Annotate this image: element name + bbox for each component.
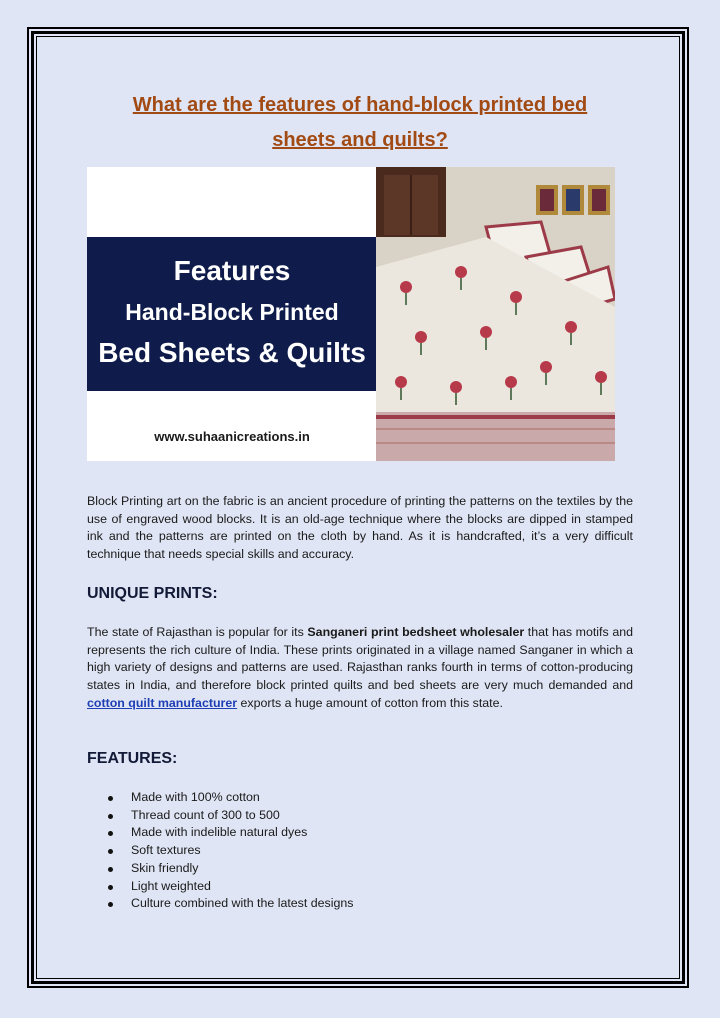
list-item xyxy=(108,842,353,860)
title-line-2: sheets and quilts? xyxy=(272,129,448,151)
bullet-icon xyxy=(108,796,113,801)
sanganeri-keyword: Sanganeri print bedsheet wholesaler xyxy=(307,625,525,639)
hero-line-2: Hand-Block Printed xyxy=(125,299,339,325)
bullet-icon xyxy=(108,831,113,836)
list-item-text: Made with 100% cotton xyxy=(131,790,260,804)
features-list xyxy=(108,789,353,913)
hero-line-1: Features xyxy=(173,255,291,286)
cotton-quilt-link[interactable]: cotton quilt manufacturer xyxy=(87,695,238,710)
list-item-text: Made with indelible natural dyes xyxy=(131,825,308,840)
unique-prints-paragraph xyxy=(87,624,633,713)
paragraph-text-2: that has motifs and represents the rich culture of India. These prints originated in a village named Sanganer in which a high variety of designs and patterns are used. Rajasthan ranks fourth in terms of cotton-producing states in India, and therefore block printed quilts and bed sheets are very much demanded and xyxy=(87,625,633,693)
hero-banner xyxy=(87,237,377,391)
list-item xyxy=(108,878,353,896)
list-item xyxy=(108,789,353,807)
hero-image xyxy=(87,167,615,461)
bullet-icon xyxy=(108,885,113,890)
list-item-text: Thread count of 300 to 500 xyxy=(131,807,280,822)
paragraph-text-1: The state of Rajasthan is popular for its xyxy=(87,625,308,639)
bullet-icon xyxy=(108,867,113,872)
bullet-icon xyxy=(108,902,113,907)
title-line-1: What are the features of hand-block printed bed xyxy=(132,94,588,116)
unique-prints-heading: UNIQUE PRINTS: xyxy=(87,585,218,602)
list-item-text: Light weighted xyxy=(131,878,211,893)
list-item xyxy=(108,860,353,878)
list-item-text: Culture combined with the latest designs xyxy=(131,896,354,911)
bullet-icon xyxy=(108,849,113,854)
paragraph-text-3: exports a huge amount of cotton from this state. xyxy=(237,695,503,710)
bullet-icon xyxy=(108,814,113,819)
list-item xyxy=(108,807,353,825)
list-item-text: Soft textures xyxy=(131,843,201,858)
page-title xyxy=(87,88,633,158)
hero-line-3: Bed Sheets & Quilts xyxy=(98,337,366,368)
list-item-text: Skin friendly xyxy=(131,860,199,875)
bedsheet-photo xyxy=(376,167,615,461)
intro-paragraph: Block Printing art on the fabric is an ancient procedure of printing the patterns on the textiles by the use of engraved wood blocks. It is an old-age technique where the blocks are dipped in stamped ink and the patterns are printed on the cloth by hand. As it is handcrafted, it’s a very difficult technique that needs special skills and accuracy. xyxy=(87,494,633,562)
hero-url: www.suhaanicreations.in xyxy=(154,429,310,444)
list-item xyxy=(108,824,353,842)
list-item xyxy=(108,895,353,913)
features-heading: FEATURES: xyxy=(87,750,178,767)
